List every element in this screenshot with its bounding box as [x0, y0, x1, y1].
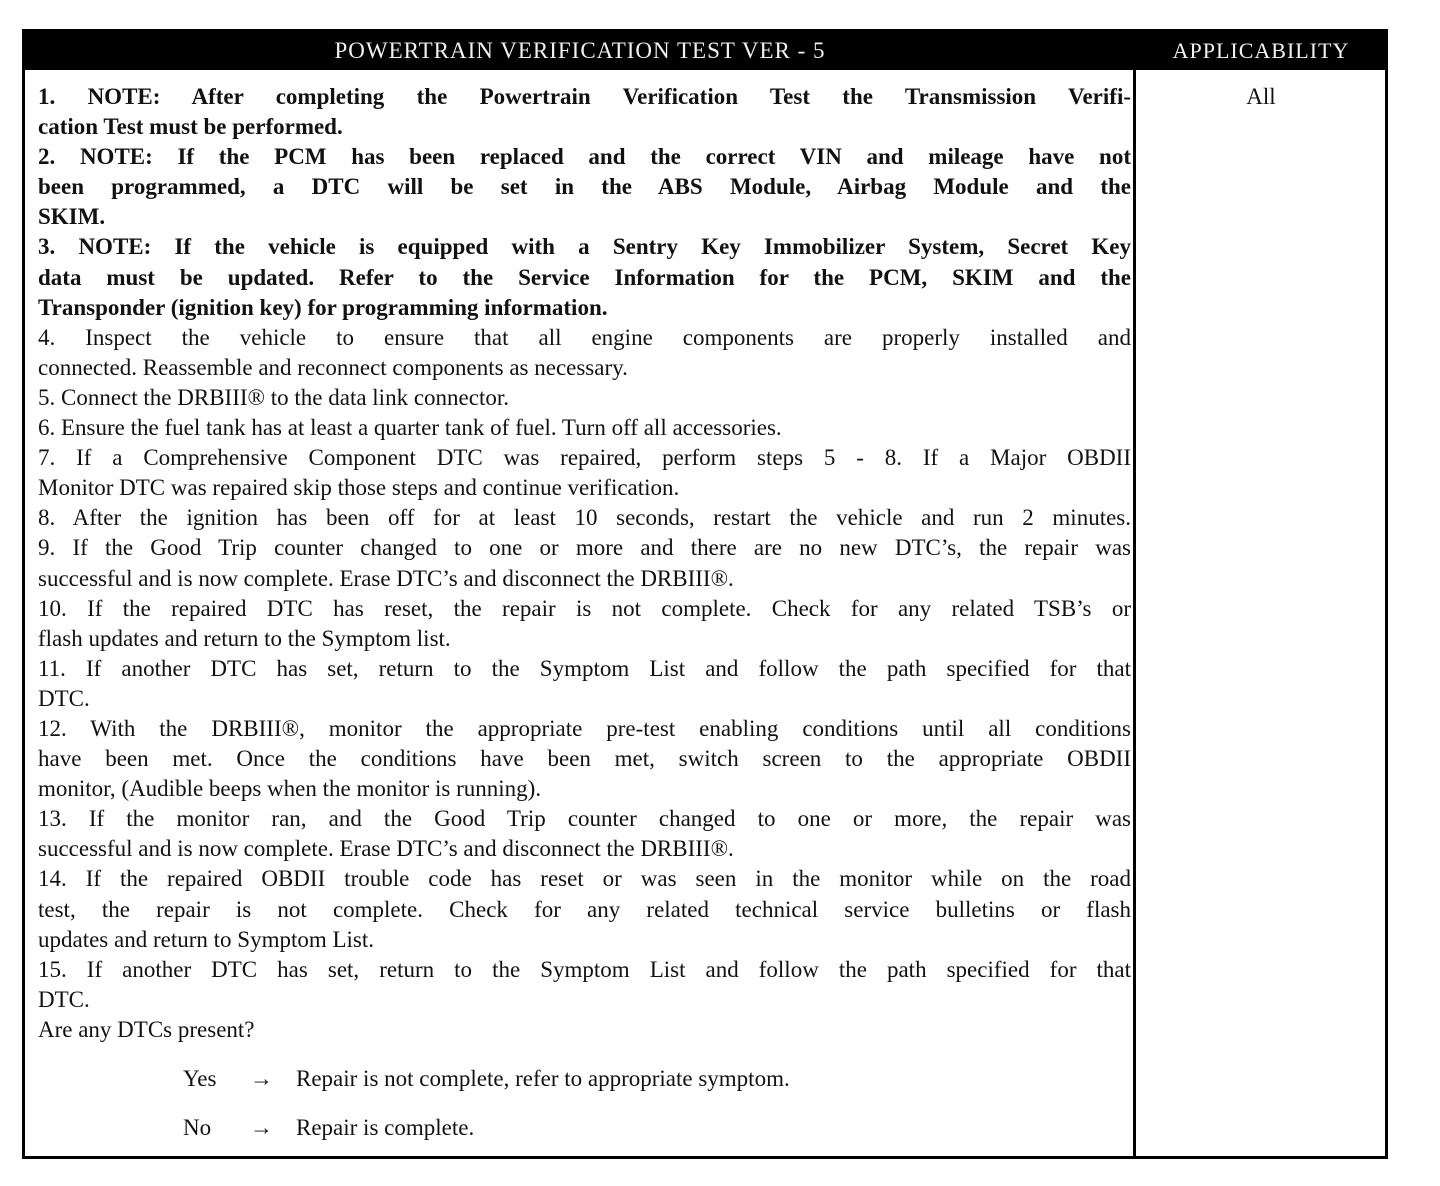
step-line: successful and is now complete. Erase DTC’s and disconnect the DRBIII®. [38, 565, 734, 591]
step-line: test, the repair is not complete. Check for any related technical service bulletins or flash [38, 896, 1131, 922]
arrow-right-icon: → [250, 1115, 273, 1140]
applicability-value: All [1246, 84, 1276, 109]
verification-test-table [22, 29, 1388, 1159]
step-line: data must be updated. Refer to the Service Information for the PCM, SKIM and the [38, 264, 1131, 290]
step-line: 14. If the repaired OBDII trouble code has reset or was seen in the monitor while on the road [38, 866, 1131, 892]
step-line: monitor, (Audible beeps when the monitor is running). [38, 776, 542, 802]
step-line: have been met. Once the conditions have been met, switch screen to the appropriate OBDII [38, 746, 1131, 772]
step-line: successful and is now complete. Erase DTC’s and disconnect the DRBIII®. [38, 836, 734, 862]
answer-row [38, 1064, 1131, 1113]
step-line: been programmed, a DTC will be set in the ABS Module, Airbag Module and the [38, 174, 1131, 200]
step-line: flash updates and return to the Symptom list. [38, 625, 451, 651]
step-line: 5. Connect the DRBIII® to the data link connector. [38, 384, 509, 410]
step-line: 13. If the monitor ran, and the Good Trip counter changed to one or more, the repair was [38, 806, 1131, 832]
column-divider [1133, 70, 1136, 1156]
step-line: 12. With the DRBIII®, monitor the appropriate pre-test enabling conditions until all conditions [38, 715, 1131, 741]
step-line: 11. If another DTC has set, return to the Symptom List and follow the path specified for that [38, 655, 1131, 681]
step-line: 3. NOTE: If the vehicle is equipped with a Sentry Key Immobilizer System, Secret Key [38, 234, 1131, 260]
step-line: 9. If the Good Trip counter changed to one or more and there are no new DTC’s, the repair was [38, 535, 1131, 561]
step-line: 7. If a Comprehensive Component DTC was repaired, perform steps 5 - 8. If a Major OBDII [38, 445, 1131, 471]
step-line: connected. Reassemble and reconnect components as necessary. [38, 354, 628, 380]
step-line: 6. Ensure the fuel tank has at least a quarter tank of fuel. Turn off all accessories. [38, 415, 782, 441]
step-line: 1. NOTE: After completing the Powertrain Verification Test the Transmission Verifi- [38, 84, 1131, 109]
step-line: Monitor DTC was repaired skip those steps and continue verification. [38, 475, 680, 501]
table-header [25, 32, 1385, 70]
step-line: 2. NOTE: If the PCM has been replaced and the correct VIN and mileage have not [38, 144, 1131, 170]
step-line: 10. If the repaired DTC has reset, the repair is not complete. Check for any related TSB’s or [38, 595, 1131, 621]
step-line: cation Test must be performed. [38, 114, 343, 140]
answer-list [38, 1064, 1131, 1162]
answer-text: Repair is not complete, refer to appropriate symptom. [296, 1066, 790, 1091]
step-line: 8. After the ignition has been off for at least 10 seconds, restart the vehicle and run 2 minutes. [38, 505, 1131, 531]
step-line: 4. Inspect the vehicle to ensure that all engine components are properly installed and [38, 324, 1131, 350]
answer-label: Yes [183, 1066, 217, 1091]
answer-row [38, 1113, 1131, 1162]
step-line: SKIM. [38, 204, 106, 230]
step-line: 15. If another DTC has set, return to the Symptom List and follow the path specified for that [38, 956, 1131, 982]
test-steps [38, 82, 1131, 1162]
answer-label: No [183, 1115, 212, 1140]
step-line: Are any DTCs present? [38, 1016, 255, 1042]
applicability-header: APPLICABILITY [1172, 38, 1350, 63]
test-title: POWERTRAIN VERIFICATION TEST VER - 5 [334, 38, 826, 63]
answer-text: Repair is complete. [296, 1115, 475, 1140]
arrow-right-icon: → [250, 1066, 273, 1091]
step-line: Transponder (ignition key) for programming information. [38, 294, 608, 320]
step-line: DTC. [38, 685, 90, 711]
step-line: DTC. [38, 986, 90, 1012]
step-line: updates and return to Symptom List. [38, 926, 375, 952]
